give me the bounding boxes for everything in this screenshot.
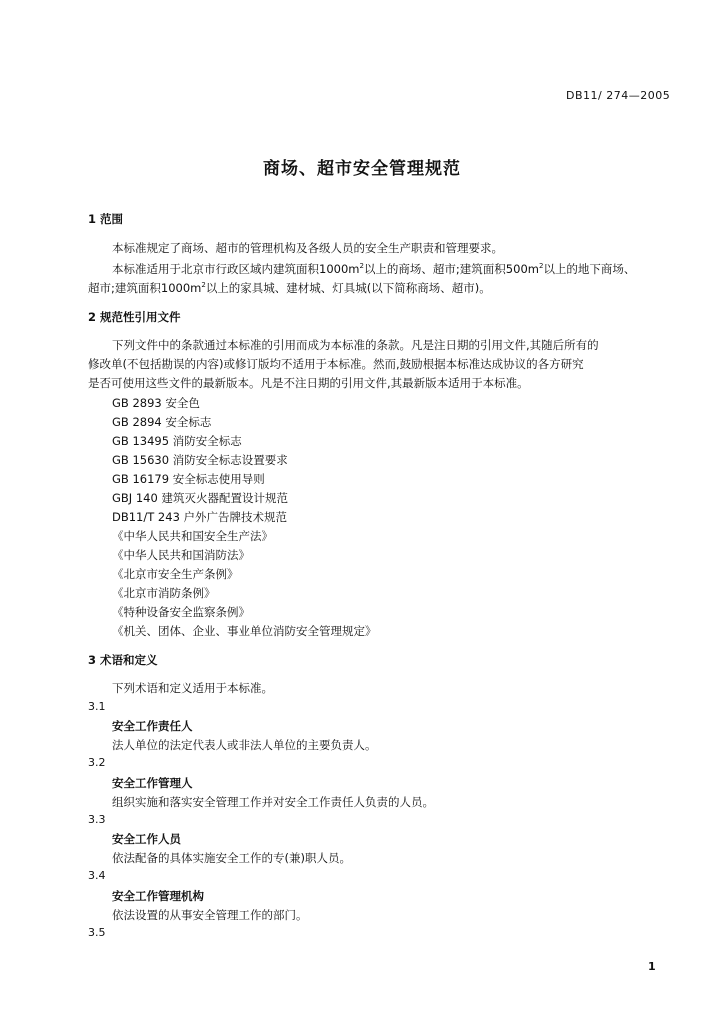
section-2-heading: 2 规范性引用文件	[88, 310, 181, 324]
reference-item: GB 13495 消防安全标志	[112, 434, 242, 448]
reference-item: 《特种设备安全监察条例》	[112, 605, 250, 619]
reference-item: GB 2893 安全色	[112, 396, 200, 410]
reference-item: DB11/T 243 户外广告牌技术规范	[112, 510, 288, 524]
reference-item: 《中华人民共和国消防法》	[112, 548, 250, 562]
reference-item: GBJ 140 建筑灭火器配置设计规范	[112, 491, 288, 505]
term-number: 3.1	[88, 700, 106, 713]
term-number: 3.3	[88, 813, 106, 826]
section-3-heading: 3 术语和定义	[88, 653, 158, 667]
section-2-paragraph-line-2: 修改单(不包括勘误的内容)或修订版均不适用于本标准。然而,鼓励根据本标准达成协议的各方研究	[88, 357, 584, 371]
reference-item: 《北京市安全生产条例》	[112, 567, 239, 581]
reference-item: GB 2894 安全标志	[112, 415, 212, 429]
term-definition: 依法配备的具体实施安全工作的专(兼)职人员。	[112, 851, 351, 865]
page-title: 商场、超市安全管理规范	[263, 159, 461, 179]
term-number: 3.4	[88, 869, 106, 882]
document-number: DB11/ 274—2005	[566, 89, 671, 102]
reference-item: GB 15630 消防安全标志设置要求	[112, 453, 288, 467]
section-3-intro: 下列术语和定义适用于本标准。	[112, 681, 273, 695]
term-definition: 法人单位的法定代表人或非法人单位的主要负责人。	[112, 738, 377, 752]
term-definition: 依法设置的从事安全管理工作的部门。	[112, 908, 308, 922]
section-1-paragraph-2-line-1: 本标准适用于北京市行政区域内建筑面积$1000m^2$以上的商场、超市;建筑面积$500m^2$以上的地下商场、	[112, 262, 636, 276]
term-name: 安全工作责任人	[112, 719, 193, 733]
term-name: 安全工作管理机构	[112, 889, 204, 903]
section-1-heading: 1 范围	[88, 212, 124, 226]
reference-item: 《机关、团体、企业、事业单位消防安全管理规定》	[112, 624, 377, 638]
reference-item: 《北京市消防条例》	[112, 586, 216, 600]
term-number: 3.5	[88, 926, 106, 939]
section-1-paragraph-1: 本标准规定了商场、超市的管理机构及各级人员的安全生产职责和管理要求。	[112, 241, 503, 255]
reference-item: 《中华人民共和国安全生产法》	[112, 529, 273, 543]
term-number: 3.2	[88, 756, 106, 769]
term-definition: 组织实施和落实安全管理工作并对安全工作责任人负责的人员。	[112, 795, 434, 809]
section-2-paragraph-line-3: 是否可使用这些文件的最新版本。凡是不注日期的引用文件,其最新版本适用于本标准。	[88, 376, 529, 390]
section-1-paragraph-2-line-2: 超市;建筑面积$1000m^2$以上的家具城、建材城、灯具城(以下简称商场、超市)。	[88, 281, 491, 295]
page-number: 1	[648, 960, 656, 973]
term-name: 安全工作管理人	[112, 776, 193, 790]
reference-item: GB 16179 安全标志使用导则	[112, 472, 265, 486]
term-name: 安全工作人员	[112, 832, 181, 846]
section-2-paragraph-line-1: 下列文件中的条款通过本标准的引用而成为本标准的条款。凡是注日期的引用文件,其随后所有的	[112, 338, 599, 352]
